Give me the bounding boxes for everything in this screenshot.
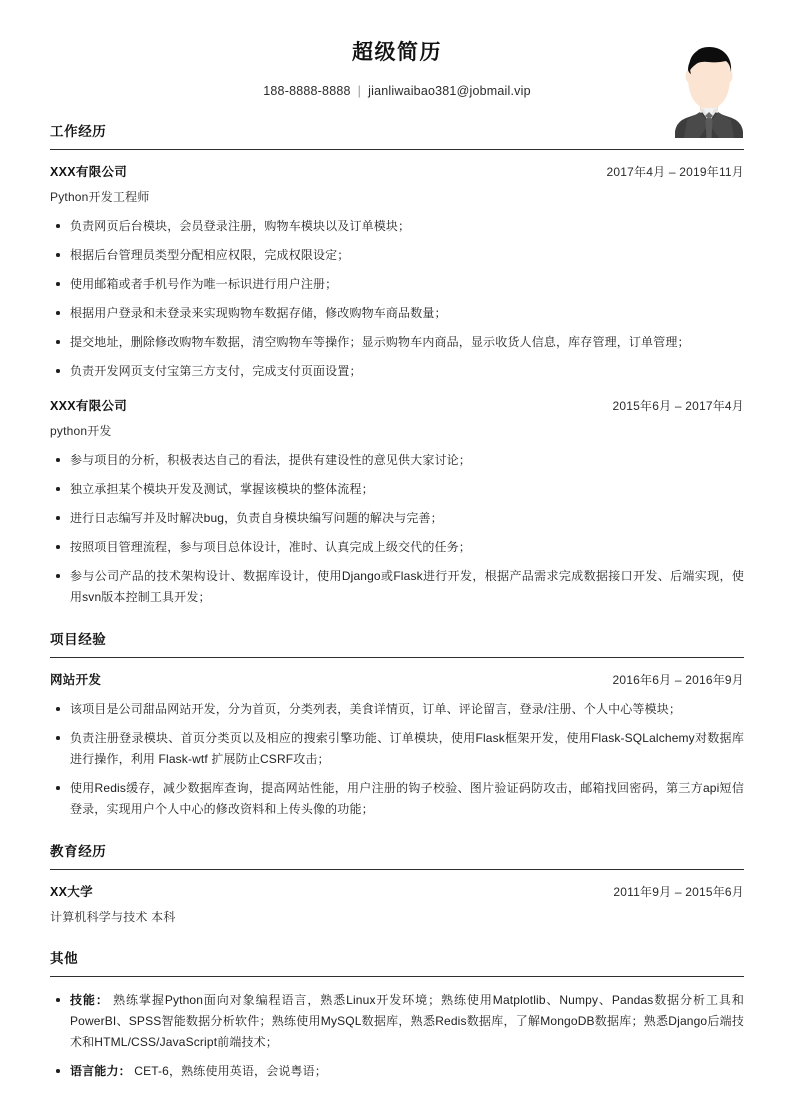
section-project-experience [50,630,744,820]
work-entry [50,397,744,608]
skills-text: 熟练掌握Python面向对象编程语言，熟悉Linux开发环境；熟练使用Matplotlib、Numpy、Pandas数据分析工具和PowerBI、SPSS智能数据分析软件；熟练使用MySQL数据库，熟悉Redis数据库，了解MongoDB数据库；熟悉Django后端技术和HTML/CSS/JavaScript前端技术； [70,993,744,1049]
person-avatar-icon [666,38,752,138]
employment-date-range: 2017年4月 – 2019年11月 [606,165,744,179]
section-divider [50,976,744,977]
list-item: 负责开发网页支付宝第三方支付，完成支付页面设置； [50,361,744,382]
project-date-range: 2016年6月 – 2016年9月 [612,673,744,687]
language-text: CET-6，熟练使用英语，会说粤语； [130,1064,327,1078]
entry-header [50,163,744,182]
list-item: 该项目是公司甜品网站开发，分为首页，分类列表，美食详情页，订单、评论留言，登录/注册、个人中心等模块； [50,699,744,720]
email-address: jianliwaibao381@jobmail.vip [368,84,531,98]
entry-header [50,883,744,902]
project-name: 网站开发 [50,673,102,687]
resume-content [0,122,794,1082]
list-item [50,990,744,1053]
responsibility-list [50,450,744,608]
employment-date-range: 2015年6月 – 2017年4月 [612,399,744,413]
section-title-work-experience: 工作经历 [50,124,107,139]
list-item: 使用Redis缓存，减少数据库查询，提高网站性能，用户注册的钩子校验、图片验证码防攻击，邮箱找回密码，第三方api短信登录，实现用户个人中心的修改资料和上传头像的功能； [50,778,744,820]
section-divider [50,149,744,150]
section-education [50,842,744,927]
section-divider [50,869,744,870]
list-item: 负责注册登录模块、首页分类页以及相应的搜索引擎功能、订单模块，使用Flask框架开发，使用Flask-SQLalchemy对数据库进行操作，利用 Flask-wtf 扩展防止CSRF攻击； [50,728,744,770]
section-title-project-experience: 项目经验 [50,632,107,647]
project-detail-list [50,699,744,820]
entry-header [50,671,744,690]
list-item: 根据用户登录和未登录来实现购物车数据存储，修改购物车商品数量； [50,303,744,324]
job-title: python开发 [50,424,112,438]
company-name: XXX有限公司 [50,399,128,413]
education-date-range: 2011年9月 – 2015年6月 [613,885,744,899]
page-title: 超级简历 [352,41,442,64]
other-list [50,990,744,1082]
skills-label: 技能： [70,993,109,1007]
project-entry [50,671,744,820]
list-item: 独立承担某个模块开发及测试，掌握该模块的整体流程； [50,479,744,500]
list-item: 负责网页后台模块，会员登录注册，购物车模块以及订单模块； [50,216,744,237]
section-title-others: 其他 [50,951,79,966]
education-entry [50,883,744,927]
list-item: 使用邮箱或者手机号作为唯一标识进行用户注册； [50,274,744,295]
list-item: 进行日志编写并及时解决bug，负责自身模块编写问题的解决与完善； [50,508,744,529]
section-others [50,949,744,1082]
school-name: XX大学 [50,885,93,899]
resume-header [0,0,794,112]
list-item: 参与公司产品的技术架构设计、数据库设计，使用Django或Flask进行开发，根据产品需求完成数据接口开发、后端实现，使用svn版本控制工具开发； [50,566,744,608]
phone-number: 188-8888-8888 [263,84,351,98]
contact-separator: | [357,84,362,98]
section-title-education: 教育经历 [50,844,107,859]
section-work-experience [50,122,744,608]
list-item: 根据后台管理员类型分配相应权限，完成权限设定； [50,245,744,266]
major-and-degree: 计算机科学与技术 本科 [50,910,176,924]
language-label: 语言能力： [70,1064,131,1078]
entry-header [50,397,744,416]
responsibility-list [50,216,744,382]
job-title: Python开发工程师 [50,190,150,204]
avatar [666,38,752,138]
work-entry [50,163,744,382]
list-item: 提交地址，删除修改购物车数据，清空购物车等操作；显示购物车内商品，显示收货人信息，库存管理，订单管理； [50,332,744,353]
list-item: 按照项目管理流程，参与项目总体设计，准时、认真完成上级交代的任务； [50,537,744,558]
list-item: 参与项目的分析，积极表达自己的看法，提供有建设性的意见供大家讨论； [50,450,744,471]
section-divider [50,657,744,658]
company-name: XXX有限公司 [50,165,128,179]
list-item [50,1061,744,1082]
